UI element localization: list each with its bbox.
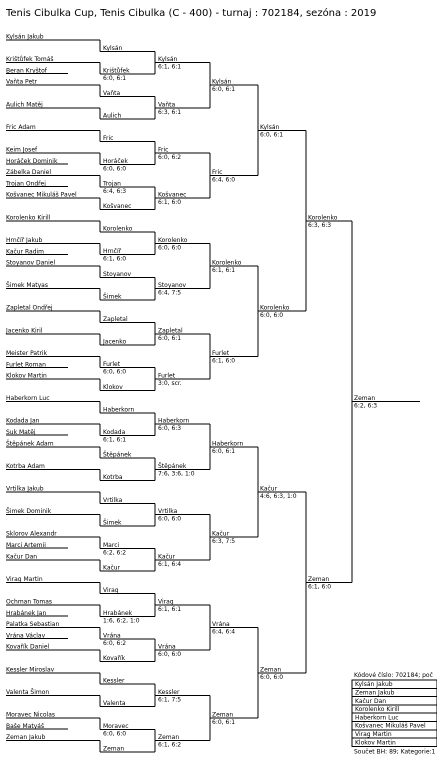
player-name: Marci Artemii: [6, 542, 46, 550]
winner-name: Zapletal: [158, 327, 183, 335]
player-name: Štěpánek Adam: [6, 440, 54, 448]
winner-name: Šimek: [103, 293, 122, 301]
match-score: 6:0, 6:2: [103, 639, 127, 647]
player-name: Meister Patrik: [6, 349, 48, 357]
winner-name: Kodada: [103, 429, 126, 436]
player-name: Kovařík Daniel: [6, 643, 50, 651]
winner-name: Stoyanov: [158, 282, 187, 290]
winner-name: Vaňta: [158, 101, 176, 109]
match-score: 6:0, 6:1: [212, 447, 236, 455]
winner-name: Trojan: [103, 180, 121, 188]
winner-name: Vrána: [212, 621, 230, 629]
player-name: Zapletal Ondřej: [6, 304, 53, 312]
winner-name: Virag: [103, 587, 119, 595]
winner-name: Kovařík: [103, 655, 126, 662]
winner-name: Šimek: [103, 519, 122, 527]
player-name: Beran Kryštof: [6, 67, 47, 75]
winner-name: Zeman: [103, 745, 125, 753]
match-score: 6:0, 6:1: [158, 334, 182, 342]
match-score: 6:0, 6:0: [158, 244, 182, 252]
winner-name: Kylsán: [158, 56, 178, 64]
player-name: Klokov Martin: [6, 372, 47, 380]
match-score: 6:0, 6:1: [212, 719, 236, 726]
player-name: Furlet Roman: [6, 361, 46, 369]
winner-name: Kačur: [103, 564, 121, 572]
player-name: Baše Matyáš: [6, 723, 45, 730]
match-score: 6:1, 6:0: [103, 255, 127, 263]
match-score: 6:1, 6:0: [158, 199, 182, 207]
match-score: 4:6, 6:3, 1:0: [260, 493, 297, 500]
page-title: Tenis Cibulka Cup, Tenis Cibulka (C - 400) - turnaj : 702184, sezóna : 2019: [6, 8, 377, 19]
player-name: Zábelka Daniel: [6, 169, 52, 177]
match-score: 6:1, 6:1: [103, 436, 127, 444]
winner-name: Kessler: [158, 688, 180, 696]
player-name: Kylsán Jakub: [6, 33, 44, 41]
match-score: 6:0, 6:0: [158, 651, 182, 659]
winner-name: Kessler: [103, 677, 125, 685]
winner-name: Zeman: [354, 395, 376, 403]
player-name: Palatka Sebastian: [6, 621, 60, 629]
winner-name: Haberkorn: [158, 417, 190, 425]
winner-name: Horáček: [103, 157, 128, 165]
winner-name: Korolenko: [212, 259, 242, 267]
winner-name: Vaňta: [103, 90, 121, 97]
seed-table-row: Virag Martin: [355, 731, 392, 738]
seed-table-row: Kylsán Jakub: [355, 681, 393, 689]
player-name: Šimek Matyas: [6, 282, 48, 290]
match-score: 6:3, 6:3: [308, 221, 332, 229]
match-score: 6:1, 7:5: [158, 696, 182, 704]
winner-name: Štěpánek: [103, 451, 132, 459]
match-score: 6:0, 6:1: [260, 131, 284, 139]
player-name: Kotrba Adam: [6, 462, 45, 470]
player-name: Vrtilka Jakub: [6, 485, 44, 493]
match-score: 6:4, 6:3: [103, 187, 127, 195]
winner-name: Fric: [103, 135, 114, 143]
seed-table-row: Haberkorn Luc: [355, 714, 399, 722]
winner-name: Košvanec: [158, 191, 187, 199]
match-score: 6:0, 6:1: [212, 86, 236, 94]
player-name: Jacenko Kiril: [6, 327, 43, 335]
match-score: 6:0, 6:2: [158, 154, 182, 161]
player-name: Korolenko Kirill: [6, 214, 51, 222]
winner-name: Štěpánek: [158, 462, 187, 470]
match-score: 7:6, 3:6, 1:0: [158, 470, 195, 478]
winner-name: Vrána: [158, 643, 176, 651]
winner-name: Vrtilka: [103, 496, 123, 504]
winner-name: Kylsán: [212, 78, 232, 86]
player-name: Stoyanov Daniel: [6, 259, 56, 267]
seed-table-row: Košvanec Mikuláš Pavel: [355, 722, 426, 730]
winner-name: Stoyanov: [103, 270, 132, 278]
winner-name: Zeman: [158, 734, 180, 742]
seed-table-header: Kódové číslo: 702184; poč: [354, 672, 433, 679]
match-score: 6:1, 6:0: [212, 357, 236, 365]
player-name: Virag Martin: [6, 575, 43, 583]
match-score: 6:4, 6:4: [212, 628, 236, 636]
winner-name: Kačur: [260, 485, 278, 493]
match-score: 6:1, 6:0: [308, 583, 332, 591]
match-score: 6:0, 6:0: [260, 312, 284, 320]
player-name: Aulich Matěj: [6, 101, 43, 109]
player-name: Keim Josef: [6, 146, 38, 154]
match-score: 6:0, 6:3: [158, 425, 182, 433]
match-score: 3:0, scr.: [158, 380, 182, 387]
player-name: Trojan Ondřej: [6, 180, 46, 188]
winner-name: Zeman: [308, 575, 330, 583]
match-score: 6:1, 6:4: [158, 560, 182, 568]
winner-name: Zapletal: [103, 316, 128, 323]
player-name: Kodada Jan: [6, 417, 40, 425]
winner-name: Virag: [158, 598, 174, 606]
winner-name: Hrabánek: [103, 609, 133, 617]
match-score: 6:0, 6:0: [158, 515, 182, 523]
winner-name: Kylsán: [260, 123, 280, 131]
player-name: Kačur Radim: [6, 248, 45, 256]
seed-table-row: Klokov Martin: [355, 739, 396, 747]
winner-name: Moravec: [103, 722, 129, 730]
player-name: Kačur Dan: [6, 553, 38, 561]
match-score: 6:4, 7:5: [158, 289, 182, 297]
match-score: 6:1, 6:1: [158, 606, 182, 613]
player-name: Hrabánek Jan: [6, 610, 47, 617]
winner-name: Furlet: [212, 349, 230, 357]
player-name: Ochman Tomas: [6, 598, 53, 606]
winner-name: Kačur: [158, 553, 176, 561]
winner-name: Haberkorn: [103, 406, 135, 414]
winner-name: Furlet: [103, 361, 121, 369]
player-name: Haberkorn Luc: [6, 395, 50, 403]
winner-name: Aulich: [103, 112, 122, 120]
match-score: 6:3, 7:5: [212, 538, 236, 546]
seed-table-footer: Součet BH: 89; Kategorie:1: [354, 748, 436, 756]
winner-name: Fric: [212, 169, 223, 177]
player-name: Suk Matěj: [6, 429, 36, 437]
match-score: 1:6, 6:2, 1:0: [103, 617, 140, 625]
winner-name: Vrána: [103, 632, 121, 640]
match-score: 6:0, 6:0: [103, 730, 127, 738]
winner-name: Marci: [103, 542, 120, 549]
seed-table-row: Korolenko Kirill: [355, 706, 400, 714]
match-score: 6:2, 6:2: [103, 549, 127, 557]
player-name: Šimek Dominik: [6, 508, 52, 516]
winner-name: Haberkorn: [212, 440, 244, 448]
winner-name: Furlet: [158, 372, 176, 380]
player-name: Moravec Nicolas: [6, 711, 56, 719]
match-score: 6:2, 6:3: [354, 402, 378, 410]
player-name: Kessler Miroslav: [6, 666, 55, 674]
winner-name: Zeman: [260, 666, 282, 674]
player-name: Košvanec Mikuláš Pavel: [6, 191, 77, 199]
match-score: 6:1, 6:2: [158, 741, 182, 749]
match-score: 6:3, 6:1: [158, 108, 182, 116]
player-name: Hrnčíř Jakub: [6, 236, 43, 244]
winner-name: Korolenko: [260, 304, 290, 312]
player-name: Horáček Dominik: [6, 158, 58, 165]
match-score: 6:0, 6:1: [103, 74, 127, 82]
winner-name: Kylsán: [103, 44, 123, 52]
winner-name: Zeman: [212, 711, 234, 719]
winner-name: Korolenko: [103, 225, 133, 233]
player-name: Vaňta Petr: [6, 78, 37, 86]
winner-name: Krištůfek: [103, 67, 130, 75]
match-score: 6:4, 6:0: [212, 176, 236, 184]
winner-name: Klokov: [103, 383, 123, 391]
winner-name: Valenta: [103, 700, 126, 708]
match-score: 6:1, 6:1: [212, 267, 236, 274]
player-name: Fric Adam: [6, 123, 36, 131]
winner-name: Hrnčíř: [103, 248, 122, 256]
match-score: 6:0, 6:0: [260, 673, 284, 681]
player-name: Sklorov Alexandr: [6, 530, 57, 538]
player-name: Zeman Jakub: [6, 734, 46, 742]
winner-name: Kotrba: [103, 474, 123, 482]
match-score: 6:0, 6:0: [103, 368, 127, 376]
winner-name: Košvanec: [103, 203, 132, 210]
match-score: 6:1, 6:1: [158, 63, 182, 71]
winner-name: Korolenko: [158, 236, 188, 244]
player-name: Valenta Šimon: [6, 688, 50, 696]
player-name: Krištůfek Tomáš: [6, 56, 54, 64]
winner-name: Korolenko: [308, 214, 338, 222]
winner-name: Vrtilka: [158, 508, 178, 516]
player-name: Vrána Václav: [6, 632, 46, 640]
winner-name: Fric: [158, 146, 169, 154]
match-score: 6:0, 6:0: [103, 165, 127, 173]
winner-name: Jacenko: [103, 338, 127, 346]
winner-name: Kačur: [212, 530, 230, 538]
seed-table-row: Kačur Dan: [355, 697, 387, 705]
seed-table-row: Zeman Jakub: [355, 689, 395, 697]
